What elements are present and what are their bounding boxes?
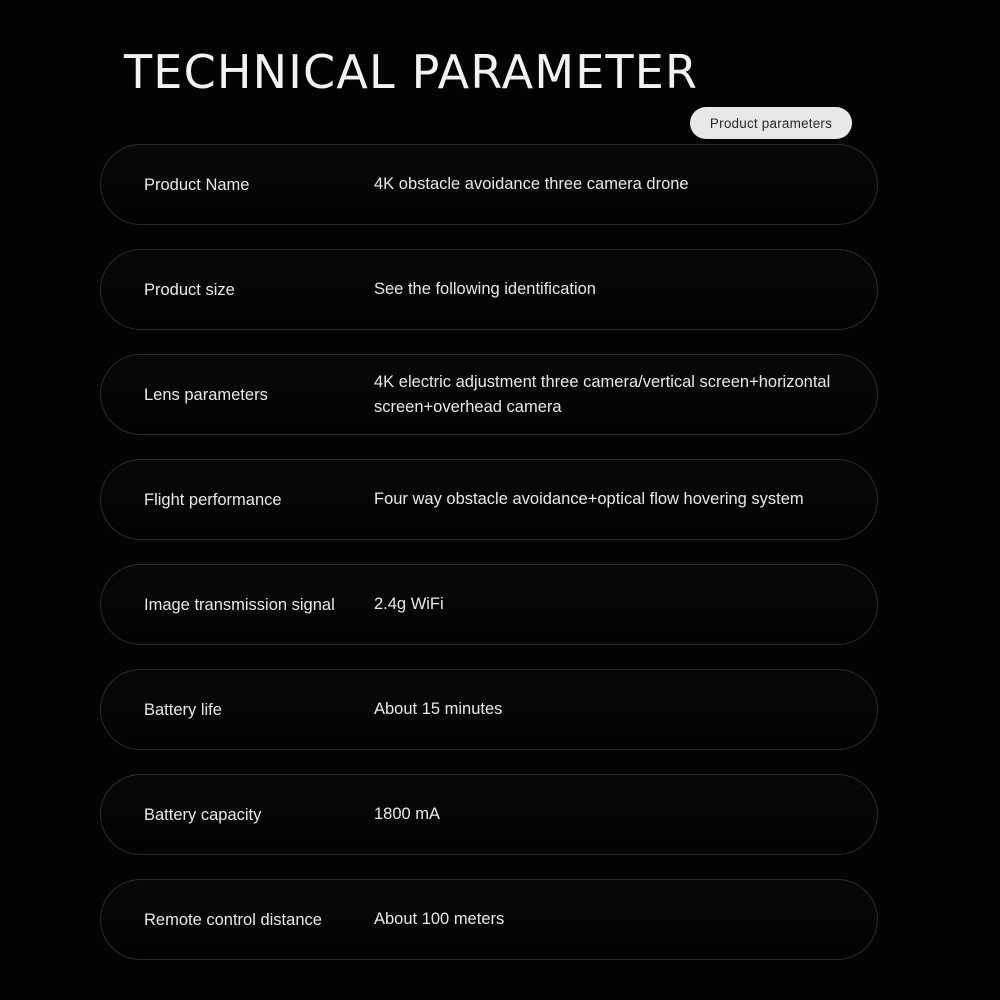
parameter-label: Battery capacity — [144, 805, 262, 824]
parameter-label: Image transmission signal — [144, 595, 335, 614]
table-row — [100, 249, 878, 330]
parameter-value: 1800 mA — [374, 805, 441, 823]
badge-label: Product parameters — [709, 115, 833, 131]
parameter-label: Remote control distance — [144, 910, 322, 929]
parameter-label: Product size — [144, 280, 235, 299]
table-row — [100, 879, 878, 960]
table-row — [100, 774, 878, 855]
parameters-table — [100, 144, 878, 984]
table-row — [100, 564, 878, 645]
page-header — [0, 44, 1000, 131]
table-row — [100, 354, 878, 435]
parameter-value: About 100 meters — [374, 910, 505, 928]
parameter-value: Four way obstacle avoidance+optical flow hovering system — [374, 490, 804, 508]
product-parameters-badge — [690, 107, 852, 139]
parameter-value: 2.4g WiFi — [374, 595, 444, 613]
parameter-value: See the following identification — [374, 280, 596, 298]
parameter-label: Lens parameters — [144, 385, 268, 404]
page-title: TECHNICAL PARAMETER — [124, 45, 699, 99]
table-row — [100, 144, 878, 225]
parameter-value: 4K electric adjustment three camera/vertical screen+horizontal screen+overhead camera — [374, 372, 831, 416]
parameter-label: Flight performance — [144, 490, 282, 509]
parameter-label: Product Name — [144, 175, 250, 194]
parameter-value: 4K obstacle avoidance three camera drone — [374, 175, 689, 193]
table-row — [100, 459, 878, 540]
parameter-label: Battery life — [144, 700, 222, 719]
table-row — [100, 669, 878, 750]
parameter-value: About 15 minutes — [374, 700, 503, 718]
